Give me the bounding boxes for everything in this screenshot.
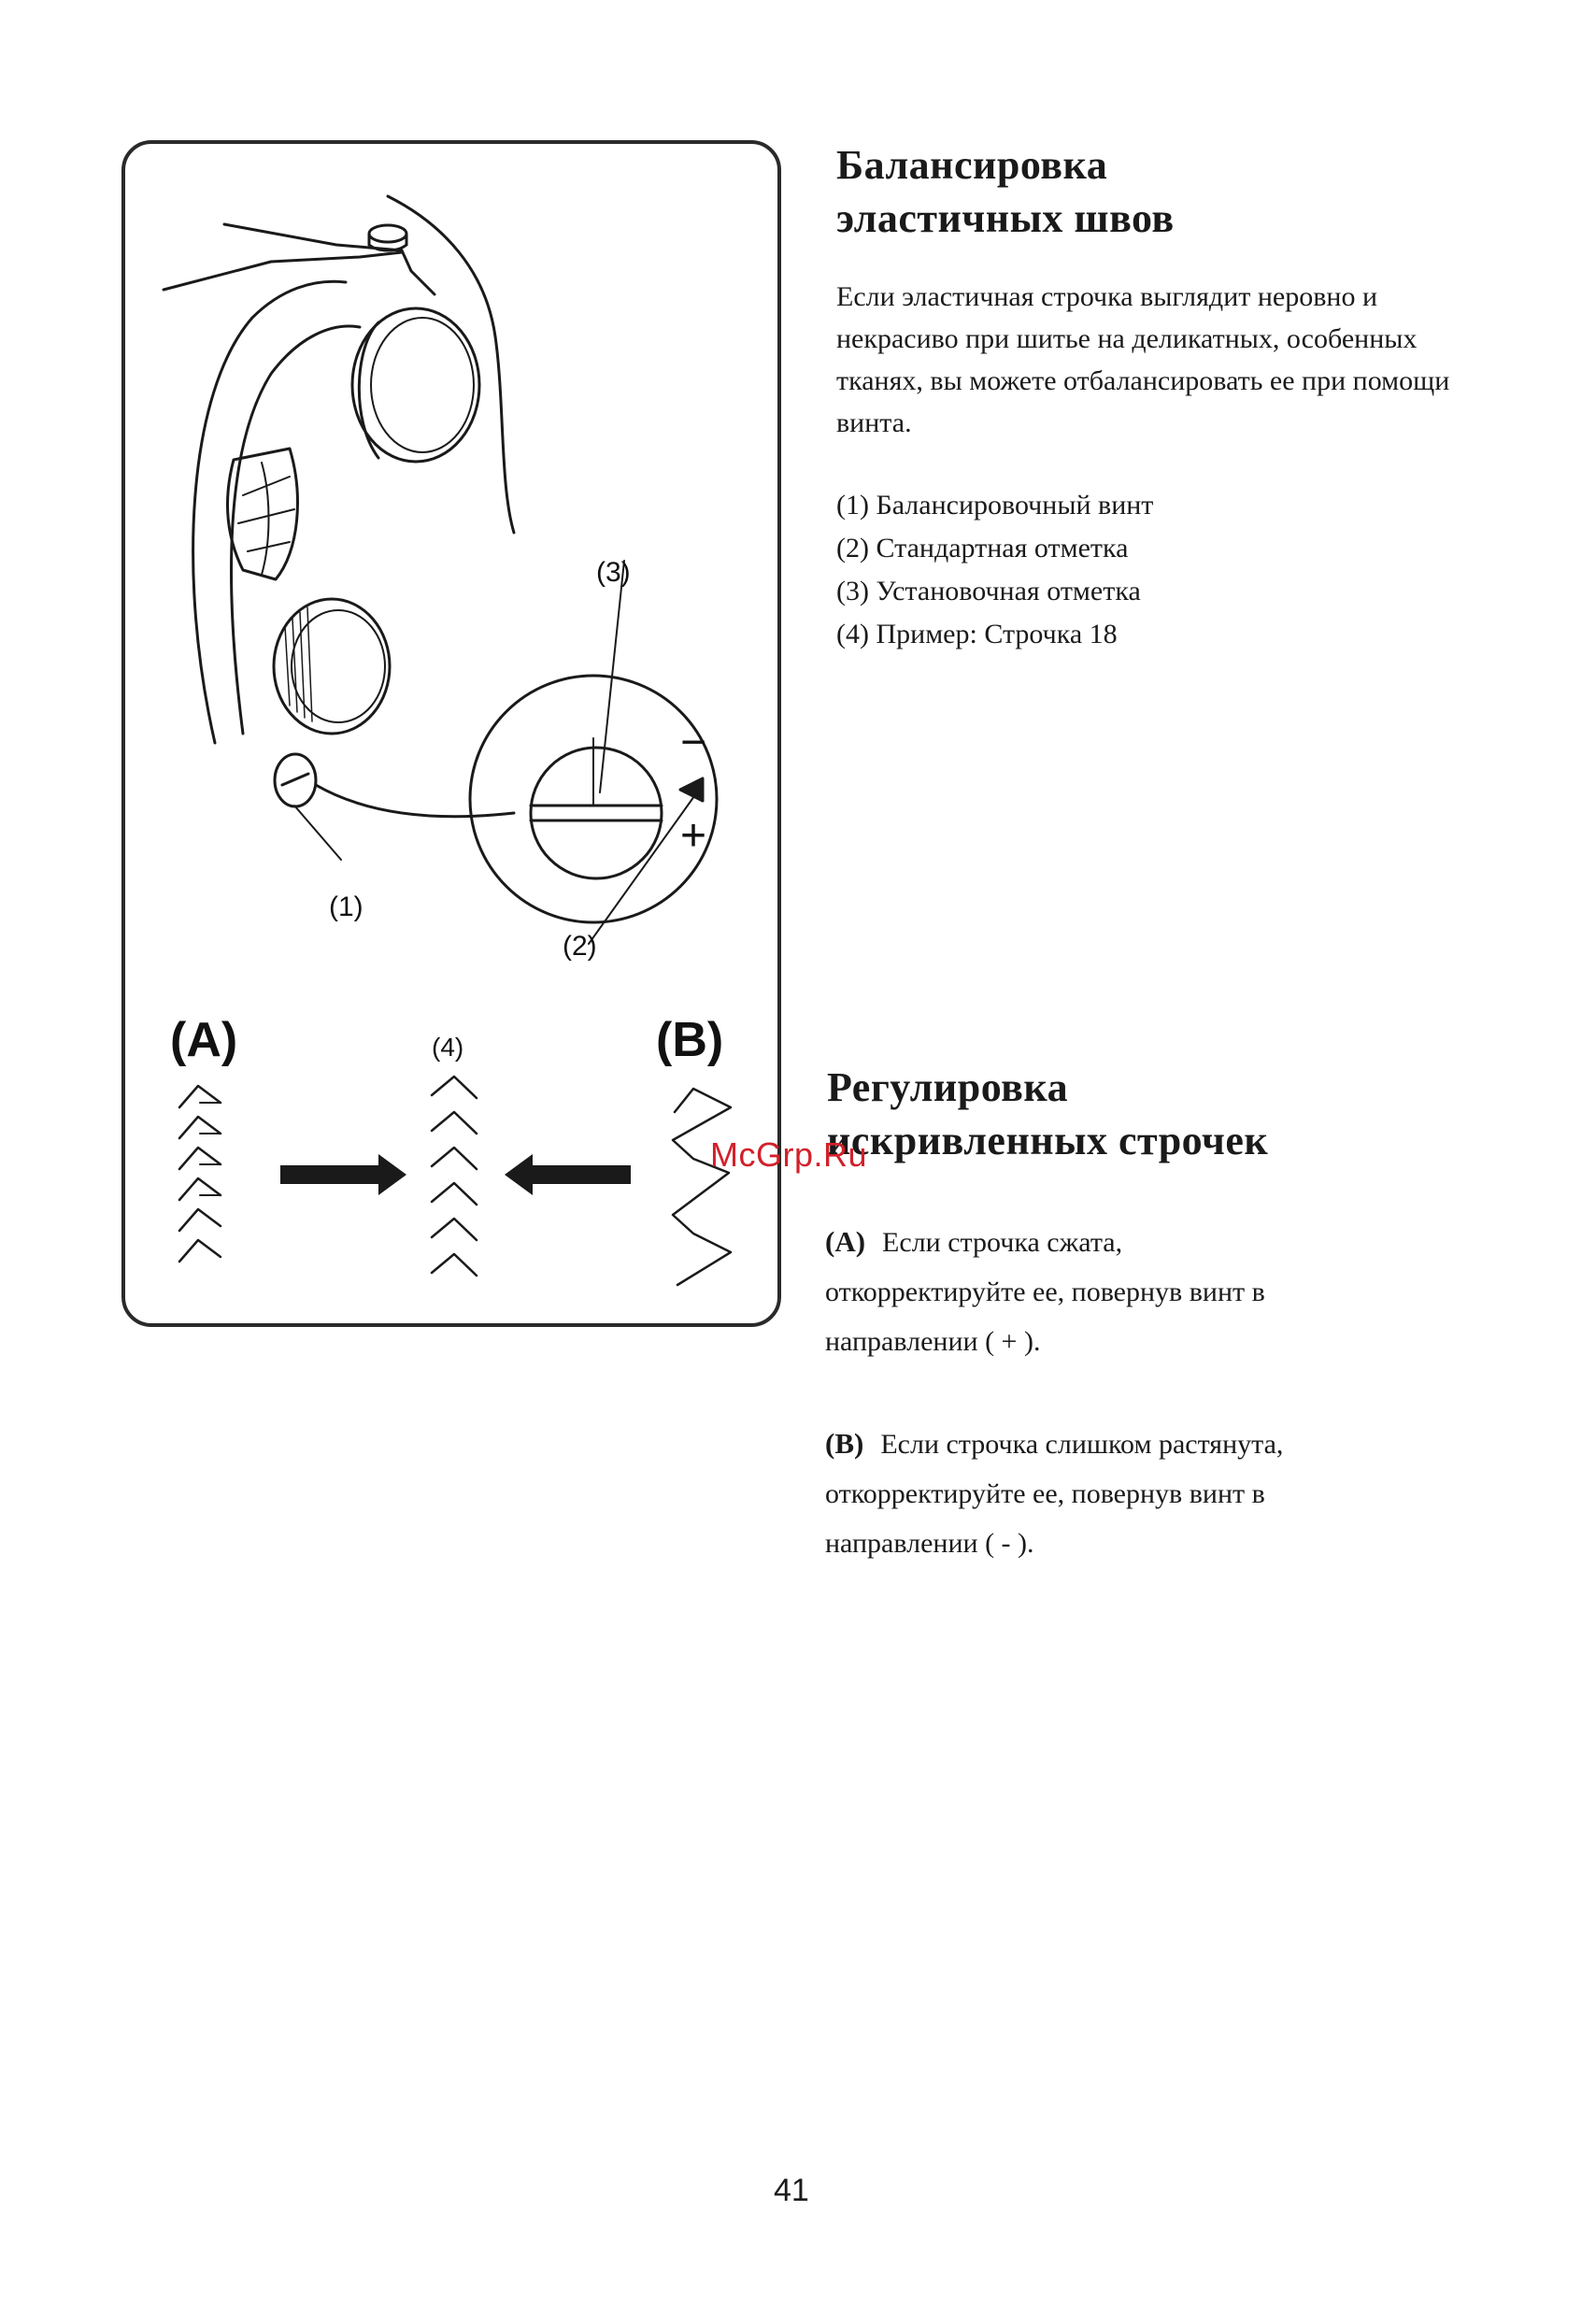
list-item: (1) Балансировочный винт — [836, 490, 1154, 521]
top-screw — [369, 225, 406, 242]
stitch-a — [179, 1086, 221, 1262]
heading-line: эластичных швов — [836, 195, 1175, 241]
machine-right-edge — [388, 196, 514, 533]
stitch-b — [673, 1089, 731, 1285]
heading-skewed-stitches — [827, 1061, 1537, 1167]
page-number: 41 — [774, 2173, 809, 2208]
callout-4: (4) — [432, 1033, 464, 1062]
heading-line: Балансировка — [836, 142, 1108, 188]
stitch-4-example — [432, 1077, 477, 1276]
parts-list — [836, 484, 1153, 656]
callout-1: (1) — [329, 892, 363, 922]
callout-2: (2) — [563, 931, 597, 962]
paragraph-a — [825, 1217, 1535, 1366]
heading-line: искривленных строчек — [827, 1118, 1269, 1163]
heading-elastic-balance — [836, 138, 1546, 245]
list-item: (2) Стандартная отметка — [836, 533, 1129, 563]
machine-front-line — [402, 250, 435, 294]
para-a-line2: откорректируйте ее, повернув винт в — [825, 1277, 1265, 1307]
para-b-line1: Если строчка слишком растянута, — [880, 1429, 1284, 1460]
magnified-screw — [531, 748, 662, 878]
para-b-line3: направлении ( - ). — [825, 1528, 1034, 1559]
para-a-label: (A) — [825, 1225, 866, 1258]
para-b-label: (B) — [825, 1427, 864, 1460]
paragraph-b — [825, 1419, 1535, 1568]
heading-line: Регулировка — [827, 1064, 1069, 1110]
elastic-balance-text: Если эластичная строчка выглядит неровно и некрасиво при шитье на деликатных, особенных тканях, вы можете отбалансировать ее при помощи винта. — [836, 281, 1450, 438]
callout-3: (3) — [596, 557, 631, 588]
minus-sign: − — [680, 718, 707, 767]
magnifier-connector — [316, 785, 514, 817]
leader-1 — [294, 806, 341, 860]
para-b-line2: откорректируйте ее, повернув винт в — [825, 1478, 1265, 1509]
list-item: (4) Пример: Строчка 18 — [836, 619, 1118, 649]
para-a-line3: направлении ( + ). — [825, 1326, 1041, 1357]
plus-sign: + — [680, 811, 707, 861]
sewing-machine-illustration — [121, 140, 781, 1327]
para-a-line1: Если строчка сжата, — [882, 1227, 1123, 1258]
label-a: (A) — [170, 1013, 238, 1067]
watermark: McGrp.Ru — [710, 1135, 868, 1174]
list-item: (3) Установочная отметка — [836, 576, 1141, 606]
label-b: (B) — [656, 1013, 724, 1067]
machine-body-outline — [164, 252, 402, 290]
